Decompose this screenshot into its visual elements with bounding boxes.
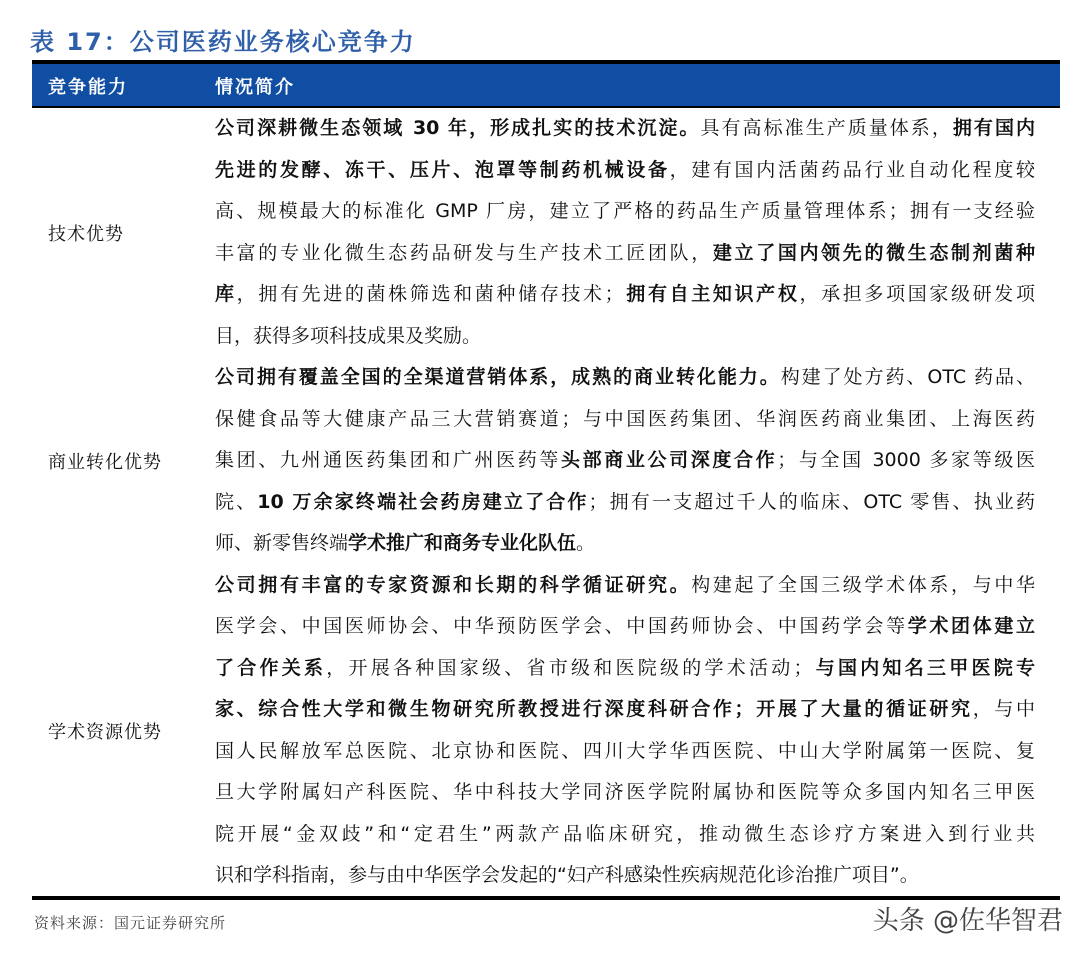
text: ；与全国 3000 多家等级医 [777, 449, 1035, 471]
bold-text: 10 万余家终端社会药房建立了合作 [257, 490, 589, 513]
text: 国人民解放军总医院、北京协和医院、四川大学华西医院、中山大学附属第一医院、复 [215, 739, 1035, 762]
competency-label: 学术资源优势 [48, 721, 162, 743]
bold-text: 拥有国内 [952, 117, 1035, 139]
description-cell [215, 108, 1035, 357]
text: 高、规模最大的标准化 GMP 厂房，建立了严格的药品生产质量管理体系；拥有一支经验 [215, 200, 1035, 222]
text: 院开展“金双歧”和“定君生”两款产品临床研究，推动微生态诊疗方案进入到行业共 [215, 822, 1035, 845]
description-cell [215, 565, 1035, 897]
description-line [215, 150, 1035, 192]
text: 医学会、中国医师协会、中华预防医学会、中国药师协会、中国药学会等 [215, 615, 908, 637]
table-row [32, 108, 1060, 357]
description-line [215, 731, 1035, 773]
bold-text: 学术推广和商务专业化队伍 [348, 532, 577, 554]
text: 丰富的专业化微生态药品研发与生产技术工匠团队， [215, 241, 713, 264]
description-line [215, 606, 1035, 648]
competitiveness-table [32, 60, 1060, 897]
bold-text: 先进的发酵、冻干、压片、泡罩等制药机械设备 [215, 158, 670, 181]
description-line [215, 399, 1035, 441]
table-title: 表 17：公司医药业务核心竞争力 [30, 28, 416, 56]
text: 旦大学附属妇产科医院、华中科技大学同济医学院附属协和医院等众多国内知名三甲医 [215, 781, 1035, 803]
bold-text: 与国内知名三甲医院专 [812, 656, 1035, 679]
text: ；拥有一支超过千人的临床、OTC 零售、执业药 [588, 490, 1035, 513]
header-description: 情况简介 [215, 77, 295, 98]
table-header [32, 60, 1060, 108]
bold-text: 学术团体建立 [907, 615, 1035, 637]
description-line [215, 482, 1035, 524]
description-line [215, 191, 1035, 233]
description-line [215, 565, 1035, 607]
description-line [215, 814, 1035, 856]
description-line [215, 440, 1035, 482]
description-cell [215, 357, 1035, 565]
description-line [215, 357, 1035, 399]
text: 具有高标准生产质量体系， [700, 117, 953, 139]
table-row [32, 357, 1060, 565]
bold-text: 建立了国内领先的微生态制剂菌种 [712, 241, 1035, 264]
watermark: 头条 @佐华智君 [872, 906, 1063, 936]
description-line [215, 523, 1035, 565]
description-line [215, 772, 1035, 814]
competency-label: 商业转化优势 [48, 451, 162, 473]
text: 识和学科指南，参与由中华医学会发起的“妇产科感染性疾病规范化诊治推广项目”。 [215, 864, 919, 886]
text: 集团、九州通医药集团和广州医药等 [215, 449, 562, 471]
bold-text: 家、综合性大学和微生物研究所教授进行深度科研合作；开展了大量的循证研究 [215, 698, 973, 720]
bold-text: 公司深耕微生态领域 30 年，形成扎实的技术沉淀。 [215, 117, 701, 139]
text: 目，获得多项科技成果及奖励。 [215, 324, 482, 347]
source-note: 资料来源：国元证券研究所 [34, 914, 227, 932]
description-line [215, 108, 1035, 150]
bold-text: 公司拥有丰富的专家资源和长期的科学循证研究。 [215, 573, 692, 596]
text: 师、新零售终端 [215, 532, 349, 554]
description-line [215, 274, 1035, 316]
description-line [215, 316, 1035, 358]
bold-text: 拥有自主知识产权 [623, 283, 800, 305]
bold-text: 库 [215, 283, 237, 305]
competency-label: 技术优势 [48, 223, 124, 245]
bold-text: 头部商业公司深度合作 [561, 449, 778, 471]
description-line [215, 233, 1035, 275]
text: 。 [576, 532, 596, 554]
text: 构建起了全国三级学术体系，与中华 [691, 573, 1035, 596]
text: ，承担多项国家级研发项 [799, 283, 1035, 305]
text: ，开展各种国家级、省市级和医院级的学术活动； [326, 656, 813, 679]
text: 保健食品等大健康产品三大营销赛道；与中国医药集团、华润医药商业集团、上海医药 [215, 407, 1035, 430]
text: ，拥有先进的菌株筛选和菌种储存技术； [236, 283, 624, 305]
description-line [215, 689, 1035, 731]
description-line [215, 855, 1035, 897]
text: 构建了处方药、OTC 药品、 [780, 366, 1035, 388]
bold-text: 了合作关系 [215, 656, 327, 679]
description-line [215, 648, 1035, 690]
text: ，建有国内活菌药品行业自动化程度较 [669, 158, 1035, 181]
text: ，与中 [972, 698, 1035, 720]
header-competency: 竞争能力 [48, 77, 128, 98]
table-row [32, 565, 1060, 897]
text: 院、 [215, 490, 258, 513]
table-body [32, 108, 1060, 897]
bold-text: 公司拥有覆盖全国的全渠道营销体系，成熟的商业转化能力。 [215, 366, 781, 388]
